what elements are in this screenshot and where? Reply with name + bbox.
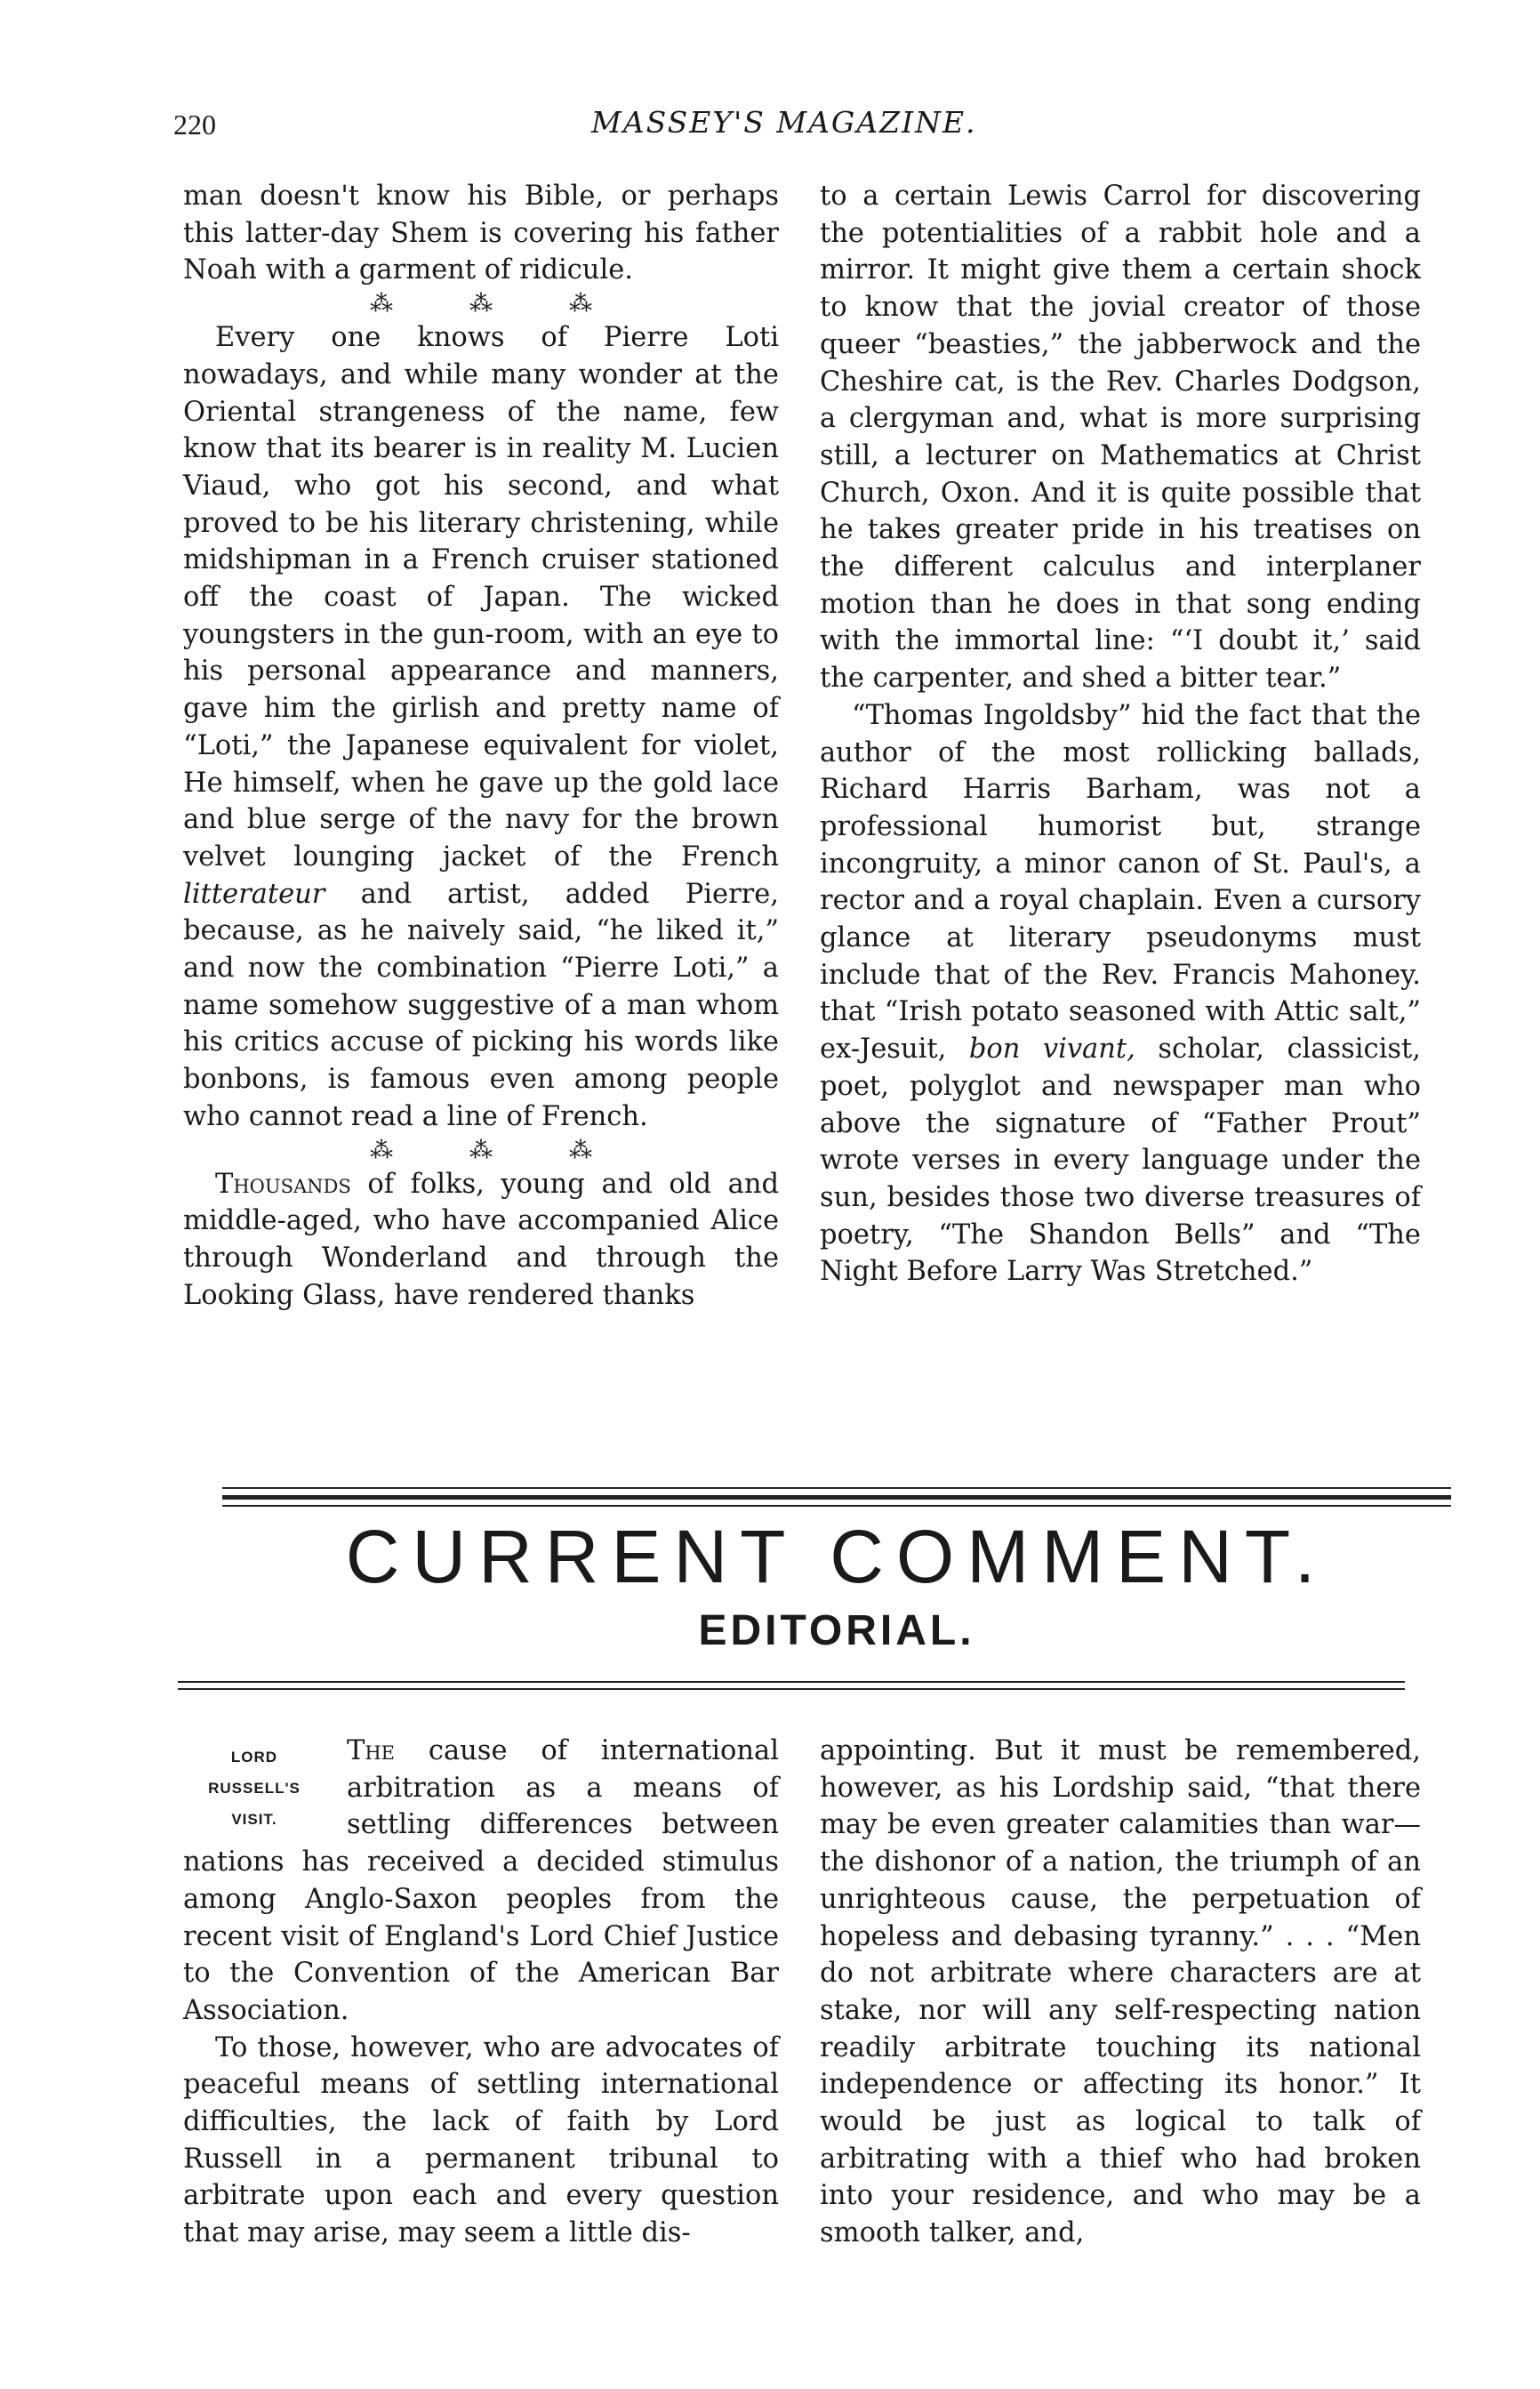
section-subtitle: EDITORIAL. [698, 1607, 975, 1654]
left-paragraph-1: man doesn't know his Bible, or perhaps this latter-day Shem is covering his father Noah with a garment of ridicule. [183, 181, 779, 286]
left-column [183, 178, 779, 1314]
asterism-1: ⁂ ⁂ ⁂ [370, 291, 598, 318]
sidenote-line-1: LORD [230, 1749, 278, 1766]
page-header [173, 105, 1418, 149]
thousands-text: of folks, young and old and middle-aged, who have accompanied Alice through Wonderland and through the Looking Glass, have rendered thanks [183, 1168, 779, 1311]
right-column [820, 178, 1421, 1291]
bon-vivant-italic: bon vivant, [968, 1034, 1135, 1066]
sidenote-line-2: RUSSELL'S [208, 1780, 301, 1797]
thousands-lead: Thousands [215, 1168, 351, 1200]
left-paragraph-2 [183, 319, 779, 1135]
section-title: CURRENT COMMENT. [345, 1515, 1328, 1598]
heading-rule-thick [222, 1495, 1451, 1500]
right-paragraph-1: to a certain Lewis Carrol for discovering the potentialities of a rabbit hole and a mirror. It might give them a certain shock to know that the jovial creator of those queer “beasties,” the jabberwock and the Cheshire cat, is the Rev. Charles Dodgson, a clergyman and, what is more surprising still, a lecturer on Mathematics at Christ Church, Oxon. And it is quite possible that he takes greater pride in his treatises on the different calculus and interplaner motion than he does in that song ending with the immortal line: “‘I doubt it,’ said the carpenter, and shed a bitter tear.” [820, 181, 1421, 695]
sidenote-line-3: VISIT. [231, 1811, 277, 1828]
editorial-right-column [820, 1733, 1421, 2252]
subtitle-rule-bottom [178, 1688, 1405, 1690]
asterism-2: ⁂ ⁂ ⁂ [370, 1137, 598, 1164]
arbitration-text: cause of international arbitration as a means of settling differences between nations has received a decided stimulus among Anglo-Saxon peoples from the recent visit of England's Lord Chief Justice to the Convention of the American Bar Association. [183, 1735, 779, 2026]
ingoldsby-text: “Thomas Ingoldsby” hid the fact that the author of the most rollicking ballads, Richard Harris Barham, was not a professional humorist but, strange incongruity, a minor canon of St. Paul's, a rector and a royal chaplain. Even a cursory glance at literary pseudonyms must include that of the Rev. Francis Mahoney. that “Irish potato seasoned with Attic salt,” ex-Jesuit, [820, 699, 1421, 1066]
heading-rule-thin-top [222, 1487, 1451, 1489]
left-paragraph-3 [183, 1166, 779, 1315]
running-head: MASSEY'S MAGAZINE. [591, 105, 977, 140]
pierre-loti-text: Every one knows of Pierre Loti nowadays, and while many wonder at the Oriental strangeness of the name, few know that its bearer is in reality M. Lucien Viaud, who got his second, and what proved to be his literary christening, while midshipman in a French cruiser stationed off the coast of Japan. The wicked youngsters in the gun-room, with an eye to his personal appearance and manners, gave him the girlish and pretty name of “Loti,” the Japanese equivalent for violet, He himself, when he gave up the gold lace and blue serge of the navy for the brown velvet lounging jacket of the French [183, 322, 779, 873]
heading-rule-thin-bottom [222, 1505, 1451, 1507]
sidenote-lord-russells-visit [178, 1741, 331, 1835]
litterateur-italic: litterateur [183, 878, 325, 910]
right-paragraph-2 [820, 697, 1421, 1291]
editorial-left-column [183, 1733, 779, 2252]
ingoldsby-text-end: scholar, classicist, poet, polyglot and newspaper man who above the signature of “Father Prout” wrote verses in every language under the sun, besides those two diverse treasures of poetry, “The Shandon Bells” and “The Night Before Larry Was Stretched.” [820, 1034, 1421, 1288]
pierre-loti-text-end: and artist, added Pierre, because, as he naively said, “he liked it,” and now the combination “Pierre Loti,” a name somehow suggestive of a man whom his critics accuse of picking his words like bonbons, is famous even among people who cannot read a line of French. [183, 878, 779, 1132]
subtitle-rule-top [178, 1681, 1405, 1683]
page-number: 220 [173, 109, 216, 141]
editorial-paragraph-2: To those, however, who are advocates of peaceful means of settling international difficulties, the lack of faith by Lord Russell in a permanent tribunal to arbitrate upon each and every question that may arise, may seem a little dis- [183, 2031, 779, 2249]
the-lead: The [347, 1735, 395, 1766]
editorial-right-paragraph: appointing. But it must be remembered, however, as his Lordship said, “that there may be even greater calamities than war—the dishonor of a nation, the triumph of an unrighteous cause, the perpetuation of hopeless and debasing tyranny.” . . . “Men do not arbitrate where characters are at stake, nor will any self-respecting nation readily arbitrate touching its national independence or affecting its honor.” It would be just as logical to talk of arbitrating with a thief who had broken into your residence, and who may be a smooth talker, and, [820, 1735, 1421, 2249]
